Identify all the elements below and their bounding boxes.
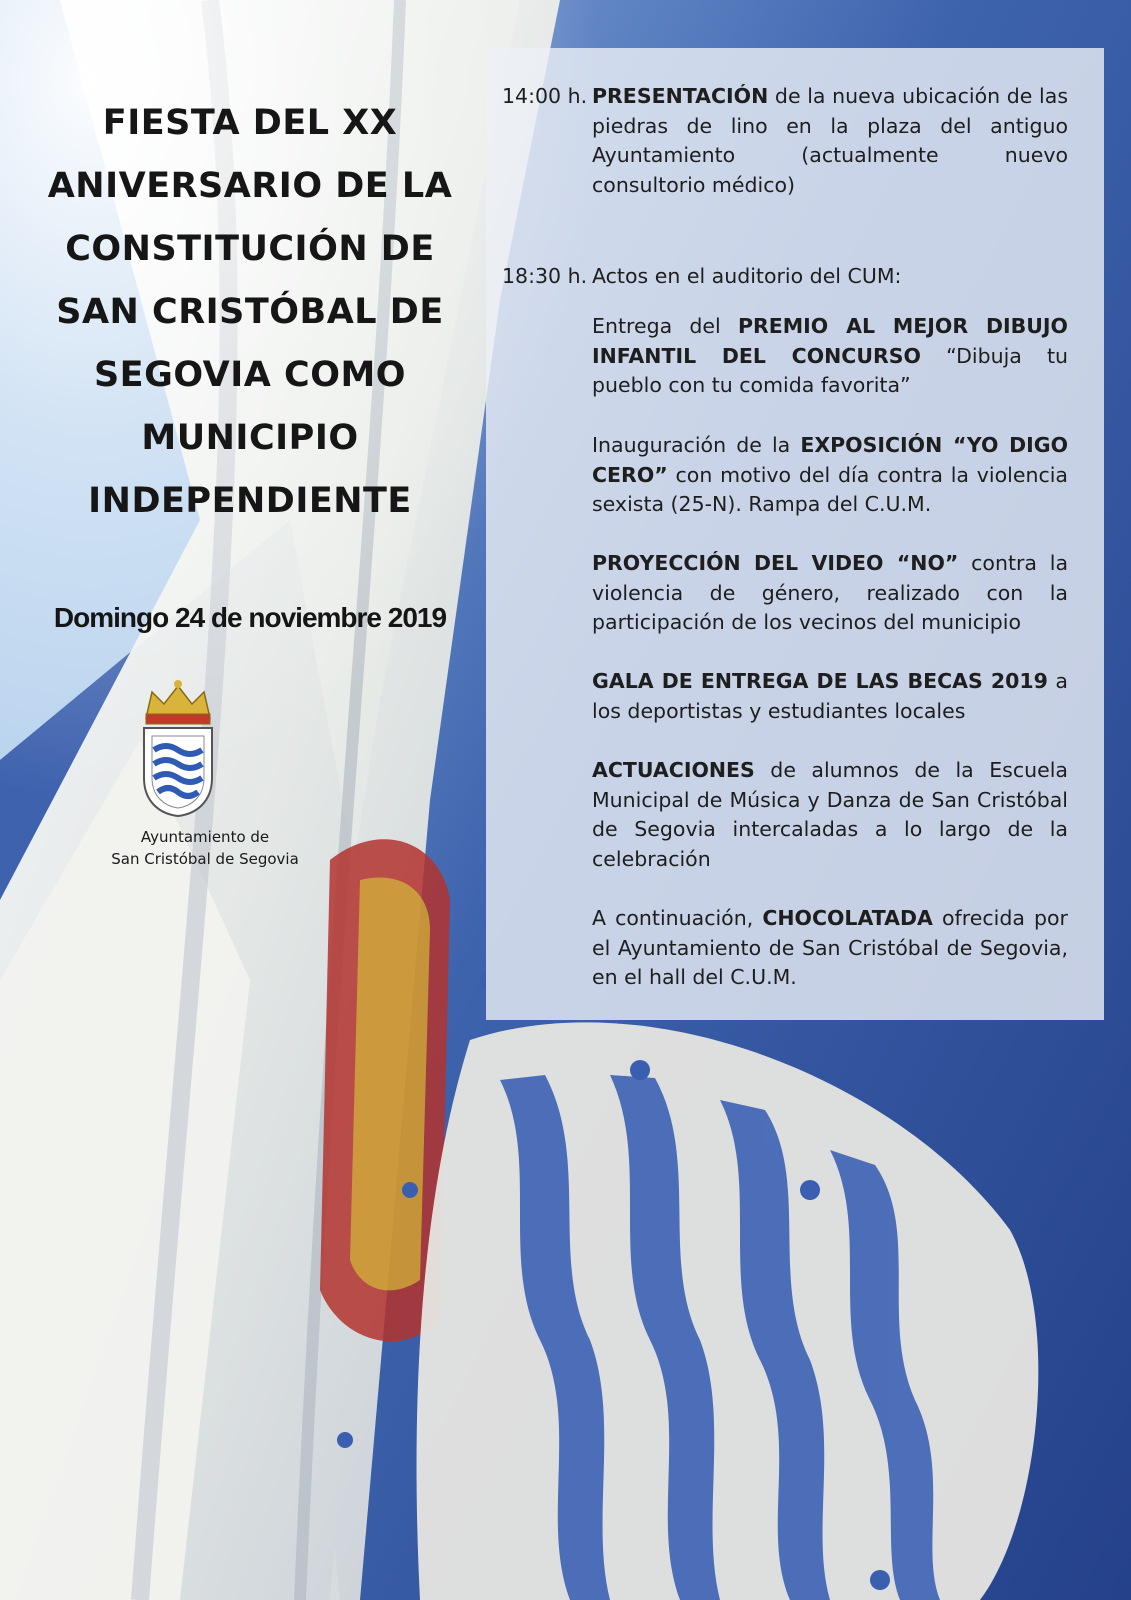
item-text: de la nueva ubicación de las piedras de lino en la plaza del antiguo Ayuntamiento (actualmente nuevo consultorio médico) — [592, 84, 1068, 197]
item-text: de alumnos de la Escuela Municipal de Música y Danza de San Cristóbal de Segovia intercaladas a lo largo de la celebración — [592, 758, 1068, 871]
title-line: CONSTITUCIÓN DE — [65, 229, 435, 269]
title-line: SAN CRISTÓBAL DE — [56, 292, 444, 332]
item-text: Entrega del — [592, 314, 738, 338]
event-date: Domingo 24 de noviembre 2019 — [53, 602, 447, 633]
schedule-intro: Actos en el auditorio del CUM: — [592, 264, 902, 288]
item-highlight: PRESENTACIÓN — [592, 84, 769, 108]
item-highlight: PREMIO AL MEJOR DIBUJO INFANTIL DEL CONCURSO — [592, 314, 1068, 368]
town-hall-line: Ayuntamiento de — [140, 828, 270, 846]
poster-title — [25, 92, 475, 533]
item-highlight: PROYECCIÓN DEL VIDEO “NO” — [592, 551, 959, 575]
coat-of-arms-icon — [138, 678, 218, 818]
item-highlight: ACTUACIONES — [592, 758, 755, 782]
schedule-item — [592, 549, 1068, 638]
item-text: a los deportistas y estudiantes locales — [592, 669, 1068, 723]
item-highlight: EXPOSICIÓN “YO DIGO CERO” — [592, 433, 1068, 487]
title-line: FIESTA DEL XX — [102, 103, 398, 143]
title-line: ANIVERSARIO DE LA — [47, 166, 453, 206]
town-hall-line: San Cristóbal de Segovia — [111, 850, 299, 868]
item-highlight: CHOCOLATADA — [762, 906, 933, 930]
schedule-item — [592, 756, 1068, 874]
item-text: ofrecida por el Ayuntamiento de San Cristóbal de Segovia, en el hall del C.U.M. — [592, 906, 1068, 990]
schedule-item — [592, 431, 1068, 520]
schedule-item — [592, 667, 1068, 726]
item-text: con motivo del día contra la violencia sexista (25-N). Rampa del C.U.M. — [592, 462, 1068, 517]
town-hall-caption — [25, 826, 385, 870]
schedule-item — [592, 312, 1068, 401]
item-text: “Dibuja tu pueblo con tu comida favorita” — [592, 343, 1068, 398]
item-text: contra la violencia de género, realizado con la participación de los vecinos del municipio — [592, 551, 1068, 635]
title-line: SEGOVIA COMO — [93, 355, 407, 395]
item-text: A continuación, — [592, 906, 763, 930]
schedule-time: 18:30 h. — [502, 264, 588, 288]
title-line: INDEPENDIENTE — [88, 481, 412, 521]
schedule-item — [592, 904, 1068, 993]
item-highlight: GALA DE ENTREGA DE LAS BECAS 2019 — [592, 669, 1048, 693]
item-text: Inauguración de la — [592, 433, 801, 457]
schedule-item — [592, 82, 1068, 200]
schedule-time: 14:00 h. — [502, 84, 588, 108]
title-line: MUNICIPIO — [141, 418, 359, 458]
